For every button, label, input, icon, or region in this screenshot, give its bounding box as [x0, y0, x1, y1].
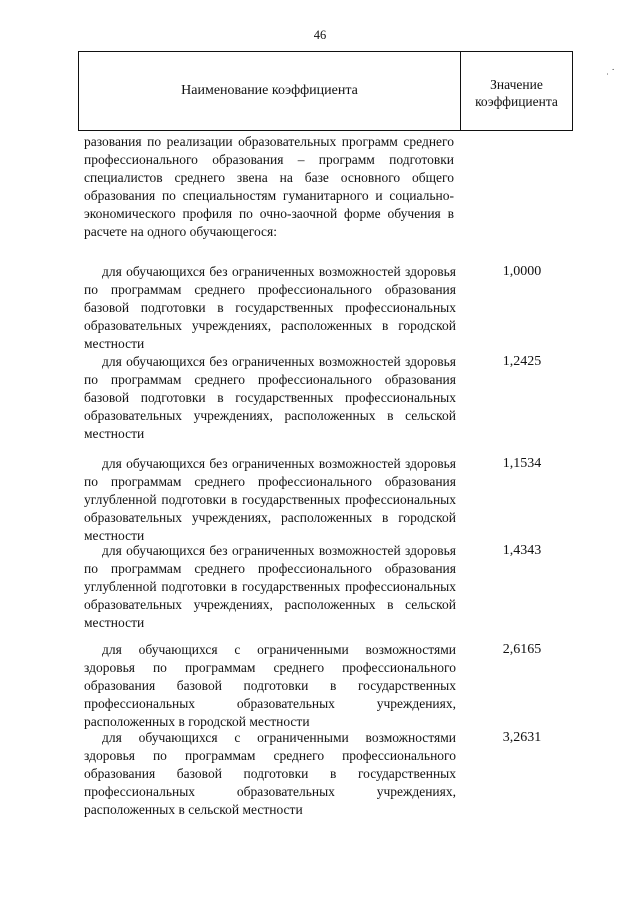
coefficient-table-header	[78, 51, 573, 131]
column-header-value-line1: Значение	[490, 77, 543, 92]
coefficient-row	[84, 729, 574, 819]
coefficient-row	[84, 455, 574, 545]
coefficient-row-text: для обучающихся с ограниченными возможностями здоровья по программам среднего профессионального образования базовой подготовки в государственных профессиональных образовательных учреждениях, расположенных в городской местности	[84, 642, 456, 729]
coefficient-row-value: 1,2425	[502, 354, 542, 369]
coefficient-row	[84, 542, 574, 632]
column-header-name: Наименование коэффициента	[79, 52, 461, 130]
column-header-value	[461, 52, 572, 130]
coefficient-row-value: 1,0000	[502, 264, 542, 279]
coefficient-row-value: 3,2631	[502, 730, 542, 745]
coefficient-row	[84, 641, 574, 731]
coefficient-row-text: для обучающихся без ограниченных возможностей здоровья по программам среднего профессионального образования базовой подготовки в государственных профессиональных образовательных учреждениях, расположенных в городской местности	[84, 264, 456, 351]
coefficient-row-value: 1,1534	[502, 456, 542, 471]
scan-speck: ˙	[606, 72, 609, 82]
column-header-value-line2: коэффициента	[475, 94, 558, 109]
coefficient-row	[84, 353, 574, 443]
page-number: 46	[313, 28, 327, 42]
coefficient-row-text: для обучающихся без ограниченных возможностей здоровья по программам среднего профессионального образования углубленной подготовки в государственных профессиональных образовательных учреждениях, расположенных в сельской местности	[84, 543, 456, 630]
intro-paragraph: разования по реализации образовательных программ среднего профессионального образования – программ подготовки специалистов среднего звена на базе основного общего образования по специальностям гуманитарного и социально-экономического профиля по очно-заочной форме обучения в расчете на одного обучающегося:	[84, 134, 454, 239]
coefficient-row-value: 1,4343	[502, 543, 542, 558]
coefficient-row	[84, 263, 574, 353]
coefficient-row-value: 2,6165	[502, 642, 542, 657]
coefficient-row-text: для обучающихся без ограниченных возможностей здоровья по программам среднего профессионального образования углубленной подготовки в государственных профессиональных образовательных учреждениях, расположенных в городской местности	[84, 456, 456, 543]
coefficient-row-text: для обучающихся с ограниченными возможностями здоровья по программам среднего профессионального образования базовой подготовки в государственных профессиональных образовательных учреждениях, расположенных в сельской местности	[84, 730, 456, 817]
scan-speck: .	[612, 62, 615, 72]
coefficient-row-text: для обучающихся без ограниченных возможностей здоровья по программам среднего профессионального образования базовой подготовки в государственных профессиональных образовательных учреждениях, расположенных в сельской местности	[84, 354, 456, 441]
